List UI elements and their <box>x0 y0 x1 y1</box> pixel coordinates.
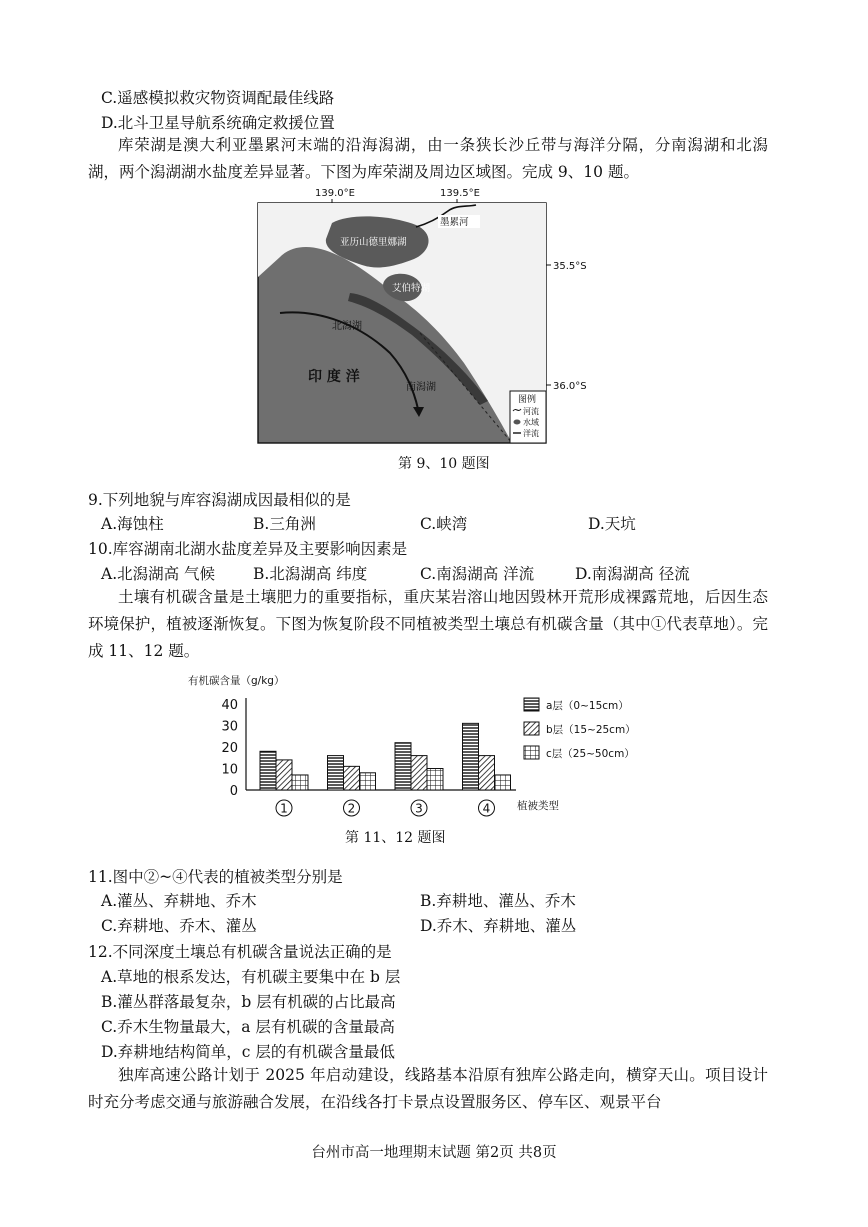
q10-option-b: B.北潟湖高 纬度 <box>253 565 368 583</box>
q10-option-c: C.南潟湖高 洋流 <box>420 565 535 583</box>
q12-option-c: C.乔木生物量最大，a 层有机碳的含量最高 <box>101 1018 395 1036</box>
chart-ytick-label-4: 40 <box>221 698 238 713</box>
soil-carbon-chart <box>180 670 636 820</box>
bar-3-series-1 <box>395 743 411 790</box>
q11-option-d: D.乔木、弃耕地、灌丛 <box>420 917 577 935</box>
q11-option-a: A.灌丛、弃耕地、乔木 <box>101 892 257 910</box>
q11-stem: 11.图中②~④代表的植被类型分别是 <box>88 868 343 886</box>
chart-ytick-label-0: 0 <box>229 784 238 799</box>
bar-2-series-2 <box>344 766 360 790</box>
legend-title: 图例 <box>518 395 537 405</box>
q9-stem: 9.下列地貌与库容潟湖成因最相似的是 <box>88 491 351 509</box>
bar-1-series-3 <box>292 775 308 790</box>
chart-ytick-label-2: 20 <box>221 741 238 756</box>
q12-option-d: D.弃耕地结构简单，c 层的有机碳含量最低 <box>101 1043 395 1061</box>
q10-option-a: A.北潟湖高 气候 <box>101 565 216 583</box>
bar-3-series-3 <box>427 769 443 791</box>
q9-option-a: A.海蚀柱 <box>101 515 164 533</box>
q9-option-b: B.三角洲 <box>253 515 316 533</box>
passage-duku-highway: 独库高速公路计划于 2025 年启动建设，线路基本沿原有独库公路走向，横穿天山。项目设计时充分考虑交通与旅游融合发展，在沿线各打卡景点设置服务区、停车区、观景平台 <box>88 1066 768 1111</box>
lake-alexandrina-label: 亚历山德里娜湖 <box>340 237 407 248</box>
lat-label-35-5: 35.5°S <box>553 261 587 272</box>
chart-ylabel: 有机碳含量（g/kg） <box>188 675 285 687</box>
q11-option-c: C.弃耕地、乔木、灌丛 <box>101 917 257 935</box>
q10-stem: 10.库容湖南北湖水盐度差异及主要影响因素是 <box>88 540 408 558</box>
legend-river: 河流 <box>523 407 539 416</box>
q12-stem: 12.不同深度土壤总有机碳含量说法正确的是 <box>88 943 392 961</box>
lon-label-139-5: 139.5°E <box>440 188 480 199</box>
q9-option-d: D.天坑 <box>588 515 636 533</box>
legend-current: 洋流 <box>523 429 539 438</box>
bar-2-series-1 <box>328 756 344 790</box>
option-c-previous-question: C.遥感模拟救灾物资调配最佳线路 <box>101 89 335 107</box>
legend-label-2: b层（15~25cm） <box>546 724 636 736</box>
chart-xtick-label-3: 3 <box>415 801 423 816</box>
bar-3-series-2 <box>411 756 427 790</box>
chart-xtick-label-1: 1 <box>280 801 288 816</box>
legend-swatch-2 <box>524 722 539 735</box>
chart-ytick-label-3: 30 <box>221 719 238 735</box>
bar-2-series-3 <box>360 773 376 790</box>
chart-caption: 第 11、12 题图 <box>345 830 446 846</box>
legend-swatch-3 <box>524 746 539 759</box>
lon-label-139-0: 139.0°E <box>315 188 355 199</box>
ocean-label: 印 度 洋 <box>308 369 360 385</box>
passage-soil-carbon: 土壤有机碳含量是土壤肥力的重要指标，重庆某岩溶山地因毁林开荒形成裸露荒地，后因生态环境保护，植被逐渐恢复。下图为恢复阶段不同植被类型土壤总有机碳含量（其中①代表草地）。完成 11、12 题。 <box>88 588 768 660</box>
q12-option-a: A.草地的根系发达，有机碳主要集中在 b 层 <box>101 968 401 986</box>
legend-label-3: c层（25~50cm） <box>546 748 635 760</box>
bar-4-series-1 <box>463 723 479 790</box>
chart-ytick-label-1: 10 <box>221 762 238 778</box>
chart-xlabel: 植被类型 <box>517 800 559 812</box>
page-footer: 台州市高一地理期末试题 第2页 共8页 <box>311 1145 557 1161</box>
map-caption: 第 9、10 题图 <box>398 456 490 472</box>
passage-coorong: 库荣湖是澳大利亚墨累河末端的沿海潟湖，由一条狭长沙丘带与海洋分隔，分南潟湖和北潟湖，两个潟湖湖水盐度差异显著。下图为库荣湖及周边区域图。完成 9、10 题。 <box>88 136 768 181</box>
lake-albert-label: 艾伯特湖 <box>392 283 431 294</box>
legend-water: 水域 <box>523 418 539 427</box>
bar-1-series-1 <box>260 751 276 790</box>
q9-option-c: C.峡湾 <box>420 515 468 533</box>
chart-xtick-label-4: 4 <box>482 801 491 816</box>
south-lagoon-label: 南潟湖 <box>406 382 436 393</box>
legend-label-1: a层（0~15cm） <box>546 700 629 712</box>
bar-4-series-2 <box>479 756 495 790</box>
option-d-previous-question: D.北斗卫星导航系统确定救援位置 <box>101 114 335 132</box>
chart-xtick-label-2: 2 <box>347 801 356 816</box>
legend-swatch-1 <box>524 698 539 711</box>
q12-option-b: B.灌丛群落最复杂，b 层有机碳的占比最高 <box>101 993 396 1011</box>
coorong-map <box>220 185 600 450</box>
lat-label-36-0: 36.0°S <box>553 381 587 392</box>
river-label: 墨累河 <box>440 217 469 228</box>
legend-water-icon <box>514 420 521 425</box>
north-lagoon-label: 北潟湖 <box>332 321 362 332</box>
bar-1-series-2 <box>276 760 292 790</box>
q10-option-d: D.南潟湖高 径流 <box>575 565 690 583</box>
bar-4-series-3 <box>495 775 511 790</box>
q11-option-b: B.弃耕地、灌丛、乔木 <box>420 892 576 910</box>
